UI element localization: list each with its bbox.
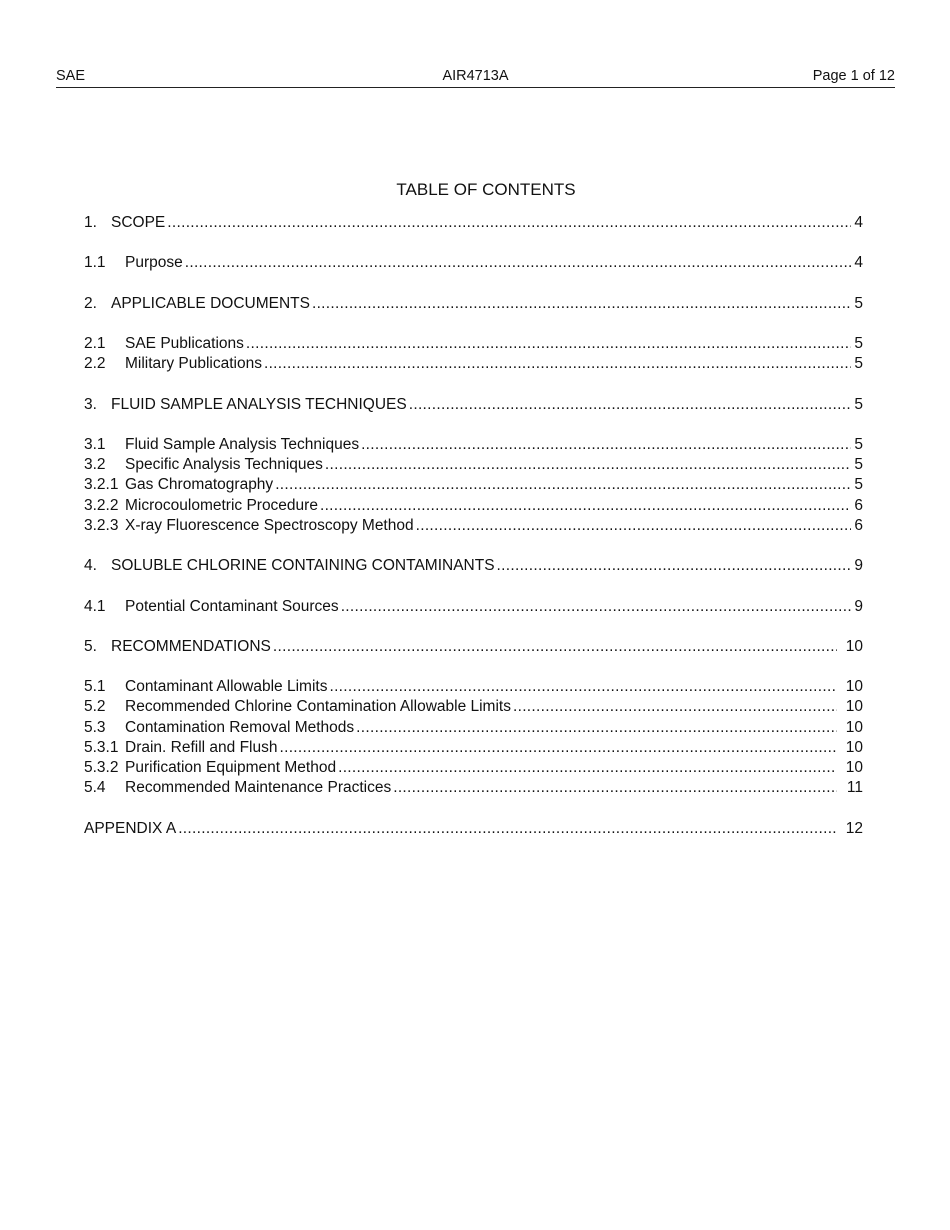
toc-section-number: 2.1 (84, 335, 106, 353)
toc-section-title: X-ray Fluorescence Spectroscopy Method (125, 516, 414, 534)
toc-dot-leader (361, 435, 851, 455)
toc-entry[interactable] (84, 435, 863, 455)
toc-page-number: 4 (854, 213, 863, 231)
toc-section-title: Contaminant Allowable Limits (125, 678, 328, 696)
toc-section-title: FLUID SAMPLE ANALYSIS TECHNIQUES (111, 395, 407, 413)
toc-entry[interactable] (84, 294, 863, 314)
toc-section-title: Specific Analysis Techniques (125, 456, 323, 474)
toc-dot-leader (513, 697, 837, 717)
toc-section-title: Contamination Removal Methods (125, 718, 355, 736)
toc-page-number: 9 (854, 557, 863, 575)
toc-section-number: 3.1 (84, 436, 106, 454)
toc-section-number: 5.3 (84, 718, 106, 736)
toc-section-number: 5. (84, 637, 97, 655)
toc-section-number: 3.2.3 (84, 516, 119, 534)
toc-dot-leader (312, 294, 851, 314)
toc-section-title: Microcoulometric Procedure (125, 496, 318, 514)
toc-entry[interactable] (84, 698, 863, 718)
toc-dot-leader (246, 334, 851, 354)
toc-dot-leader (178, 819, 837, 839)
toc-section-title: APPENDIX A (84, 819, 177, 837)
toc-section-number: 4.1 (84, 597, 106, 615)
toc-dot-leader (393, 778, 837, 798)
toc-section-number: 1.1 (84, 254, 106, 272)
toc-dot-leader (416, 516, 851, 536)
toc-section-number: 5.2 (84, 698, 106, 716)
toc-dot-leader (325, 455, 851, 475)
toc-page-number: 5 (854, 355, 863, 373)
toc-dot-leader (356, 718, 837, 738)
toc-section-title: Military Publications (125, 355, 262, 373)
toc-section-number: 1. (84, 213, 97, 231)
toc-entry[interactable] (84, 334, 863, 354)
toc-page-number: 11 (846, 779, 863, 797)
toc-page-number: 5 (854, 335, 863, 353)
toc-title: TABLE OF CONTENTS (396, 180, 576, 199)
toc-page-number: 6 (854, 496, 863, 514)
toc-entry[interactable] (84, 778, 863, 798)
toc-dot-leader (497, 556, 851, 576)
toc-entry[interactable] (84, 455, 863, 475)
toc-dot-leader (167, 213, 851, 233)
toc-page-number: 10 (845, 698, 863, 716)
toc-dot-leader (409, 395, 851, 415)
toc-section-title: Potential Contaminant Sources (125, 597, 339, 615)
toc-section-title: Recommended Chlorine Contamination Allowable Limits (125, 698, 511, 716)
toc-dot-leader (320, 496, 851, 516)
toc-section-number: 2.2 (84, 355, 106, 373)
toc-section-number: 3.2 (84, 456, 106, 474)
table-of-contents (84, 213, 863, 839)
toc-page-number: 5 (854, 436, 863, 454)
toc-section-title: Drain. Refill and Flush (125, 738, 278, 756)
toc-section-number: 5.3.1 (84, 738, 119, 756)
toc-section-number: 3.2.1 (84, 476, 119, 494)
toc-section-number: 5.1 (84, 678, 106, 696)
toc-entry[interactable] (84, 758, 863, 778)
toc-section-title: Gas Chromatography (125, 476, 274, 494)
toc-dot-leader (341, 597, 851, 617)
toc-section-title: Recommended Maintenance Practices (125, 779, 392, 797)
toc-page-number: 9 (854, 597, 863, 615)
toc-entry[interactable] (84, 496, 863, 516)
toc-entry[interactable] (84, 718, 863, 738)
toc-section-number: 2. (84, 294, 97, 312)
toc-page-number: 5 (854, 294, 863, 312)
toc-entry[interactable] (84, 637, 863, 657)
toc-section-title: APPLICABLE DOCUMENTS (111, 294, 310, 312)
toc-entry[interactable] (84, 516, 863, 536)
toc-entry[interactable] (84, 597, 863, 617)
toc-entry[interactable] (84, 475, 863, 495)
toc-page-number: 10 (845, 637, 863, 655)
toc-page-number: 4 (854, 254, 863, 272)
toc-page-number: 5 (854, 456, 863, 474)
toc-section-number: 3. (84, 395, 97, 413)
toc-section-title: SOLUBLE CHLORINE CONTAINING CONTAMINANTS (111, 557, 495, 575)
toc-dot-leader (264, 354, 851, 374)
toc-dot-leader (185, 253, 851, 273)
toc-dot-leader (275, 475, 851, 495)
toc-section-title: Fluid Sample Analysis Techniques (125, 436, 360, 454)
toc-entry[interactable] (84, 677, 863, 697)
toc-page-number: 5 (854, 476, 863, 494)
toc-entry[interactable] (84, 213, 863, 233)
toc-section-number: 5.4 (84, 779, 106, 797)
toc-entry[interactable] (84, 556, 863, 576)
toc-entry[interactable] (84, 738, 863, 758)
toc-page-number: 10 (845, 738, 863, 756)
toc-section-number: 5.3.2 (84, 759, 119, 777)
toc-page-number: 6 (854, 516, 863, 534)
toc-page-number: 12 (845, 819, 863, 837)
header-document-number: AIR4713A (442, 68, 509, 84)
toc-section-title: Purification Equipment Method (125, 759, 337, 777)
toc-section-number: 3.2.2 (84, 496, 119, 514)
toc-section-title: Purpose (125, 254, 183, 272)
toc-entry[interactable] (84, 819, 863, 839)
header-organization: SAE (56, 68, 86, 84)
toc-section-title: SAE Publications (125, 335, 244, 353)
toc-dot-leader (273, 637, 837, 657)
toc-page-number: 10 (845, 718, 863, 736)
toc-section-title: RECOMMENDATIONS (111, 637, 271, 655)
toc-page-number: 10 (845, 759, 863, 777)
page-header (56, 67, 895, 88)
toc-entry[interactable] (84, 395, 863, 415)
toc-section-title: SCOPE (111, 213, 166, 231)
header-page-number: Page 1 of 12 (812, 68, 895, 84)
toc-page-number: 5 (854, 395, 863, 413)
toc-entry[interactable] (84, 253, 863, 273)
toc-page-number: 10 (845, 678, 863, 696)
toc-dot-leader (329, 677, 837, 697)
toc-dot-leader (279, 738, 837, 758)
toc-dot-leader (338, 758, 837, 778)
toc-entry[interactable] (84, 354, 863, 374)
toc-section-number: 4. (84, 557, 97, 575)
